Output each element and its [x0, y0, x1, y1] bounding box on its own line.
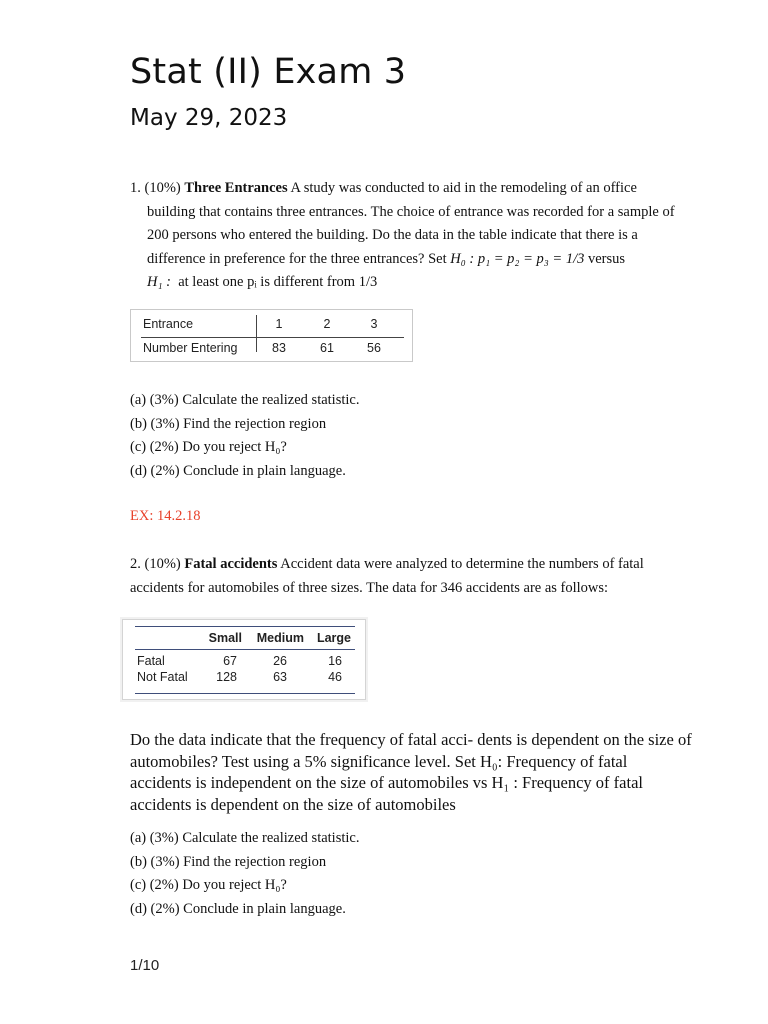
question-1-line-4-text: difference in preference for the three entrances? Set	[147, 250, 447, 267]
question-1-part-b: (b) (3%) Find the rejection region	[130, 415, 327, 432]
question-2-body-line-2: automobiles? Test using a 5% significance level. Set H₀: Frequency of fatal	[130, 751, 628, 771]
entrance-col-2: 2	[323, 317, 331, 331]
col-header-medium: Medium	[256, 631, 304, 645]
null-hypothesis-1: H₀ : p₁ = p₂ = p₃ = 1/3	[450, 250, 585, 267]
question-1-number: 1.	[130, 180, 141, 196]
question-1-line-1	[130, 177, 710, 201]
question-2-parts	[130, 827, 359, 921]
question-2-weight: (10%)	[144, 556, 181, 572]
question-2-text: Accident data were analyzed to determine the numbers of fatal	[280, 556, 644, 572]
col-header-small: Small	[208, 631, 242, 645]
not-fatal-small: 128	[216, 670, 237, 684]
not-fatal-medium: 63	[273, 670, 287, 684]
entrance-table-divider	[141, 337, 404, 338]
question-2-heading: Fatal accidents	[184, 556, 278, 572]
question-1-heading: Three Entrances	[184, 180, 288, 196]
exercise-reference: EX: 14.2.18	[130, 508, 201, 524]
question-1	[130, 177, 710, 295]
not-fatal-large: 46	[328, 670, 342, 684]
fatal-small: 67	[223, 654, 237, 668]
question-1-line-5	[130, 271, 710, 295]
entrance-value-1: 83	[272, 341, 286, 355]
question-2-part-a: (a) (3%) Calculate the realized statistic.	[130, 830, 360, 846]
question-1-part-a: (a) (3%) Calculate the realized statistic.	[130, 392, 360, 408]
entrance-value-3: 56	[367, 341, 381, 355]
accidents-table-top-rule	[135, 626, 355, 627]
versus-text: versus	[587, 250, 626, 267]
alt-hypothesis-1-symbol: H₁ :	[147, 274, 171, 290]
row-label-not-fatal: Not Fatal	[137, 670, 188, 684]
question-1-line-4	[130, 248, 710, 272]
entrance-table	[130, 309, 413, 362]
page-title: Stat (II) Exam 3	[130, 52, 407, 92]
question-1-part-c: (c) (2%) Do you reject H₀?	[130, 439, 287, 455]
question-2-line-1	[130, 553, 710, 577]
question-1-line-3: 200 persons who entered the building. Do the data in the table indicate that there is a	[147, 227, 638, 243]
fatal-medium: 26	[273, 654, 287, 668]
entrance-table-separator	[256, 315, 257, 352]
question-2-line-2: accidents for automobiles of three sizes. The data for 346 accidents are as follows:	[130, 579, 609, 596]
page-number: 1/10	[130, 957, 160, 974]
entrance-row-header: Entrance	[143, 317, 194, 331]
accidents-table	[122, 619, 366, 700]
question-2-body-line-3: accidents is independent on the size of automobiles vs H₁ : Frequency of fatal	[130, 773, 643, 792]
question-2-part-b: (b) (3%) Find the rejection region	[130, 853, 327, 870]
exam-date: May 29, 2023	[130, 105, 288, 131]
entrance-col-1: 1	[275, 317, 283, 331]
question-2-number: 2.	[130, 556, 141, 572]
accidents-table-header-rule	[135, 649, 355, 650]
col-header-large: Large	[316, 631, 351, 645]
question-1-weight: (10%)	[144, 180, 181, 196]
question-2-body-line-1: Do the data indicate that the frequency of fatal acci- dents is dependent on the size of	[130, 730, 692, 749]
question-2	[130, 553, 710, 600]
question-2-part-c: (c) (2%) Do you reject H₀?	[130, 877, 287, 893]
question-1-text: A study was conducted to aid in the remodeling of an office	[290, 180, 637, 196]
entrance-col-3: 3	[370, 317, 378, 331]
accidents-table-bottom-rule	[135, 693, 355, 694]
number-entering-row-header: Number Entering	[143, 341, 238, 355]
entrance-value-2: 61	[320, 341, 334, 355]
row-label-fatal: Fatal	[137, 654, 165, 668]
question-1-parts	[130, 389, 359, 483]
alt-hypothesis-1-text: at least one pᵢ is different from 1/3	[178, 274, 378, 290]
question-2-body	[130, 729, 710, 815]
question-2-body-line-4: accidents is dependent on the size of automobiles	[130, 794, 456, 814]
question-1-line-2: building that contains three entrances. The choice of entrance was recorded for a sample of	[147, 203, 675, 220]
fatal-large: 16	[328, 654, 342, 668]
question-1-part-d: (d) (2%) Conclude in plain language.	[130, 462, 346, 479]
question-2-part-d: (d) (2%) Conclude in plain language.	[130, 900, 346, 917]
